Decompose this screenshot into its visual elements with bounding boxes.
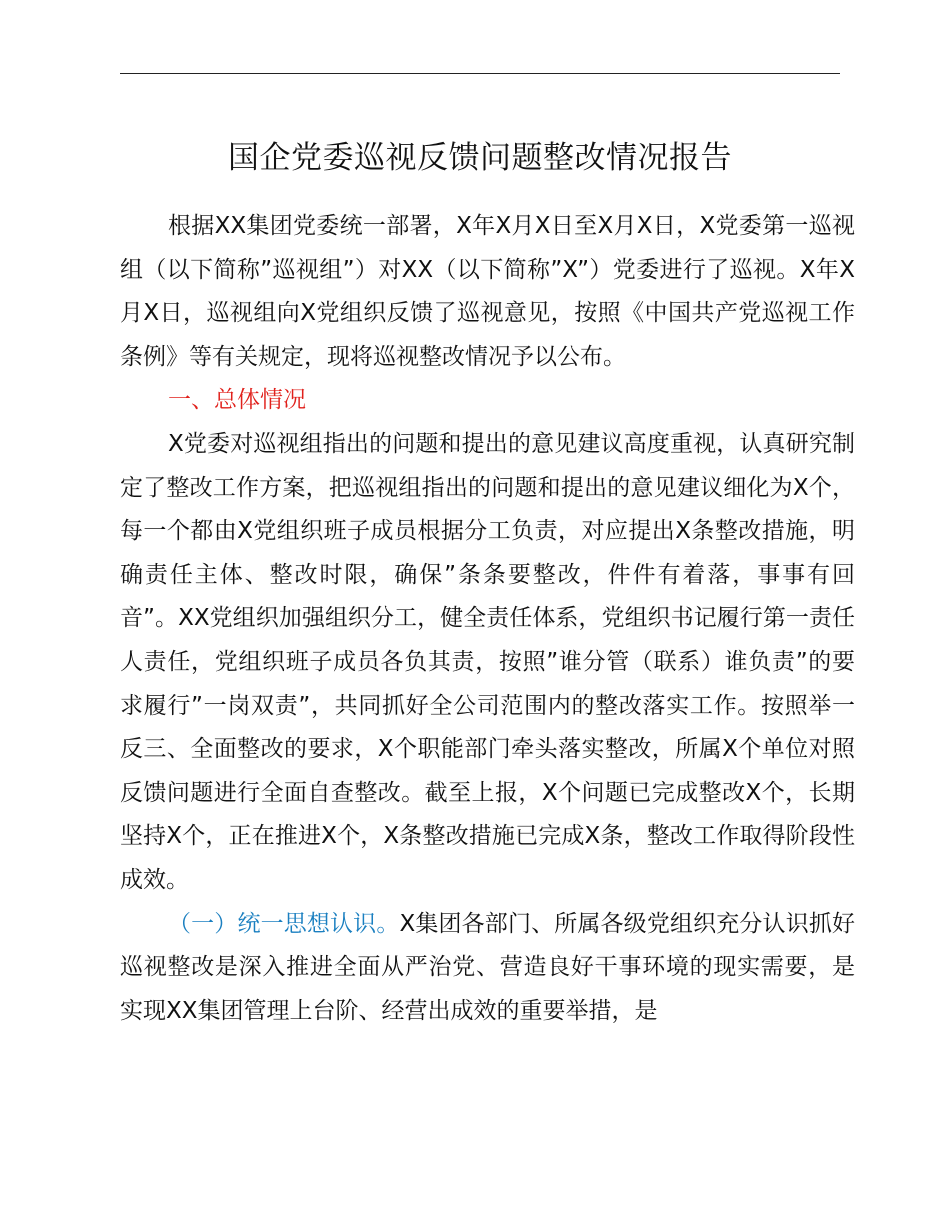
subsection-text: X集团各部门、所属各级党组织充分认识抓好巡视整改是深入推进全面从严治党、营造良好干事环境的现实需要，是实现XX集团管理上台阶、经营出成效的重要举措，是 bbox=[120, 910, 855, 1024]
subsection-heading: （一）统一思想认识。 bbox=[168, 910, 400, 937]
header-rule bbox=[120, 73, 840, 74]
document-body bbox=[120, 205, 855, 1033]
intro-paragraph: 根据XX集团党委统一部署，X年X月X日至X月X日，X党委第一巡视组（以下简称”巡视组”）对XX（以下简称”X”）党委进行了巡视。X年X月X日，巡视组向X党组织反馈了巡视意见，按照《中国共产党巡视工作条例》等有关规定，现将巡视整改情况予以公布。 bbox=[120, 213, 855, 370]
section-heading-overview: 一、总体情况 bbox=[168, 387, 306, 414]
document-title: 国企党委巡视反馈问题整改情况报告 bbox=[228, 140, 732, 176]
overview-paragraph: X党委对巡视组指出的问题和提出的意见建议高度重视，认真研究制定了整改工作方案，把巡视组指出的问题和提出的意见建议细化为X个，每一个都由X党组织班子成员根据分工负责，对应提出X条整改措施，明确责任主体、整改时限，确保”条条要整改，件件有着落，事事有回音”。XX党组织加强组织分工，健全责任体系，党组织书记履行第一责任人责任，党组织班子成员各负其责，按照”谁分管（联系）谁负责”的要求履行”一岗双责”，共同抓好全公司范围内的整改落实工作。按照举一反三、全面整改的要求，X个职能部门牵头落实整改，所属X个单位对照反馈问题进行全面自查整改。截至上报，X个问题已完成整改X个，长期坚持X个，正在推进X个，X条整改措施已完成X条，整改工作取得阶段性成效。 bbox=[120, 430, 855, 893]
subsection-paragraph bbox=[120, 903, 855, 1034]
